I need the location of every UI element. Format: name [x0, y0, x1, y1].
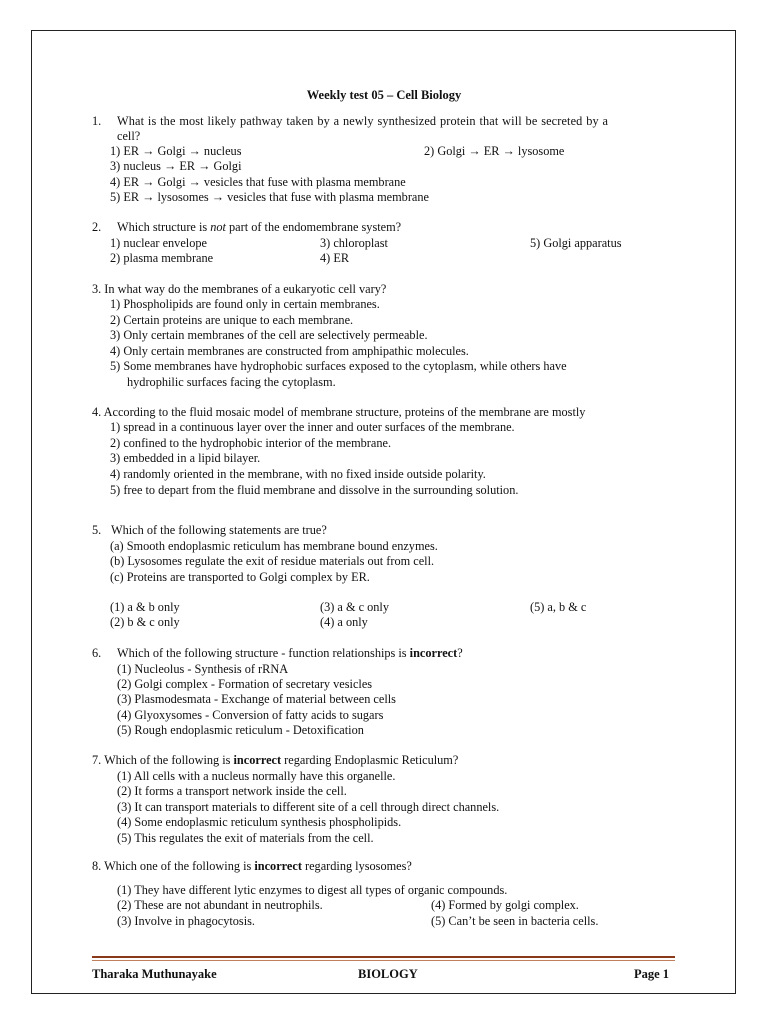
footer-rule-thin — [92, 960, 675, 961]
q3-stem: 3. In what way do the membranes of a eukaryotic cell vary? — [92, 282, 387, 296]
q2-option-1: 1) nuclear envelope — [110, 236, 207, 250]
q3-option-2: 2) Certain proteins are unique to each membrane. — [110, 313, 354, 327]
q4-option-1: 1) spread in a continuous layer over the inner and outer surfaces of the membrane. — [110, 420, 515, 434]
q2-option-5: 5) Golgi apparatus — [530, 236, 622, 250]
q5-option-4: (4) a only — [320, 615, 368, 629]
page-title: Weekly test 05 – Cell Biology — [306, 88, 462, 102]
q7-option-5: (5) This regulates the exit of materials from the cell. — [117, 831, 374, 845]
q1-option-2: 2) Golgi → ER → lysosome — [424, 144, 565, 158]
q1-number: 1. — [92, 114, 102, 128]
q5-number: 5. — [92, 523, 102, 537]
q1-option-1: 1) ER → Golgi → nucleus — [110, 144, 242, 158]
q8-option-5: (5) Can’t be seen in bacteria cells. — [431, 914, 599, 928]
q5-statement-c: (c) Proteins are transported to Golgi complex by ER. — [110, 570, 370, 584]
q8-option-2: (2) These are not abundant in neutrophils. — [117, 898, 323, 912]
q3-option-1: 1) Phospholipids are found only in certain membranes. — [110, 297, 380, 311]
q8-stem: 8. Which one of the following is incorrect regarding lysosomes? — [92, 859, 412, 873]
q5-option-3: (3) a & c only — [320, 600, 389, 614]
q3-option-5-cont: hydrophilic surfaces facing the cytoplasm. — [127, 375, 336, 389]
q8-option-3: (3) Involve in phagocytosis. — [117, 914, 255, 928]
q5-option-5: (5) a, b & c — [530, 600, 587, 614]
q5-stem: Which of the following statements are true? — [111, 523, 327, 537]
q3-option-5: 5) Some membranes have hydrophobic surfaces exposed to the cytoplasm, while others have — [110, 359, 567, 373]
q4-option-3: 3) embedded in a lipid bilayer. — [110, 451, 261, 465]
footer-page-number: Page 1 — [634, 967, 670, 981]
q7-option-3: (3) It can transport materials to different site of a cell through direct channels. — [117, 800, 500, 814]
q5-option-2: (2) b & c only — [110, 615, 180, 629]
q1-option-3: 3) nucleus → ER → Golgi — [110, 159, 242, 173]
q6-option-2: (2) Golgi complex - Formation of secretary vesicles — [117, 677, 373, 691]
q2-option-2: 2) plasma membrane — [110, 251, 214, 265]
q4-option-2: 2) confined to the hydrophobic interior of the membrane. — [110, 436, 392, 450]
footer-subject: BIOLOGY — [358, 967, 418, 981]
q2-option-4: 4) ER — [320, 251, 350, 265]
q6-option-3: (3) Plasmodesmata - Exchange of material between cells — [117, 692, 396, 706]
q6-stem: Which of the following structure - function relationships is incorrect? — [117, 646, 463, 660]
footer-author: Tharaka Muthunayake — [92, 967, 217, 981]
q8-option-1: (1) They have different lytic enzymes to digest all types of organic compounds. — [117, 883, 508, 897]
q4-option-5: 5) free to depart from the fluid membrane and dissolve in the surrounding solution. — [110, 483, 519, 497]
q7-option-2: (2) It forms a transport network inside the cell. — [117, 784, 347, 798]
q1-option-5: 5) ER → lysosomes → vesicles that fuse with plasma membrane — [110, 190, 429, 204]
q2-stem: Which structure is not part of the endomembrane system? — [117, 220, 402, 234]
q7-option-4: (4) Some endoplasmic reticulum synthesis phospholipids. — [117, 815, 402, 829]
q1-option-4: 4) ER → Golgi → vesicles that fuse with plasma membrane — [110, 175, 406, 189]
q6-option-1: (1) Nucleolus - Synthesis of rRNA — [117, 662, 289, 676]
q1-stem-cont: cell? — [117, 129, 141, 143]
q3-option-4: 4) Only certain membranes are constructed from amphipathic molecules. — [110, 344, 469, 358]
q2-option-3: 3) chloroplast — [320, 236, 388, 250]
q1-stem: What is the most likely pathway taken by a newly synthesized protein that will be secreted by a — [117, 114, 609, 128]
q3-option-3: 3) Only certain membranes of the cell are selectively permeable. — [110, 328, 428, 342]
q5-statement-a: (a) Smooth endoplasmic reticulum has membrane bound enzymes. — [110, 539, 438, 553]
q4-stem: 4. According to the fluid mosaic model of membrane structure, proteins of the membrane are mostly — [92, 405, 586, 419]
q6-number: 6. — [92, 646, 102, 660]
q7-stem: 7. Which of the following is incorrect regarding Endoplasmic Reticulum? — [92, 753, 459, 767]
q8-option-4: (4) Formed by golgi complex. — [431, 898, 579, 912]
q6-option-5: (5) Rough endoplasmic reticulum - Detoxification — [117, 723, 364, 737]
q5-option-1: (1) a & b only — [110, 600, 180, 614]
q7-option-1: (1) All cells with a nucleus normally have this organelle. — [117, 769, 396, 783]
q6-option-4: (4) Glyoxysomes - Conversion of fatty acids to sugars — [117, 708, 384, 722]
q4-option-4: 4) randomly oriented in the membrane, with no fixed inside outside polarity. — [110, 467, 486, 481]
footer-rule — [92, 956, 675, 958]
q2-number: 2. — [92, 220, 102, 234]
q5-statement-b: (b) Lysosomes regulate the exit of residue materials out from cell. — [110, 554, 435, 568]
